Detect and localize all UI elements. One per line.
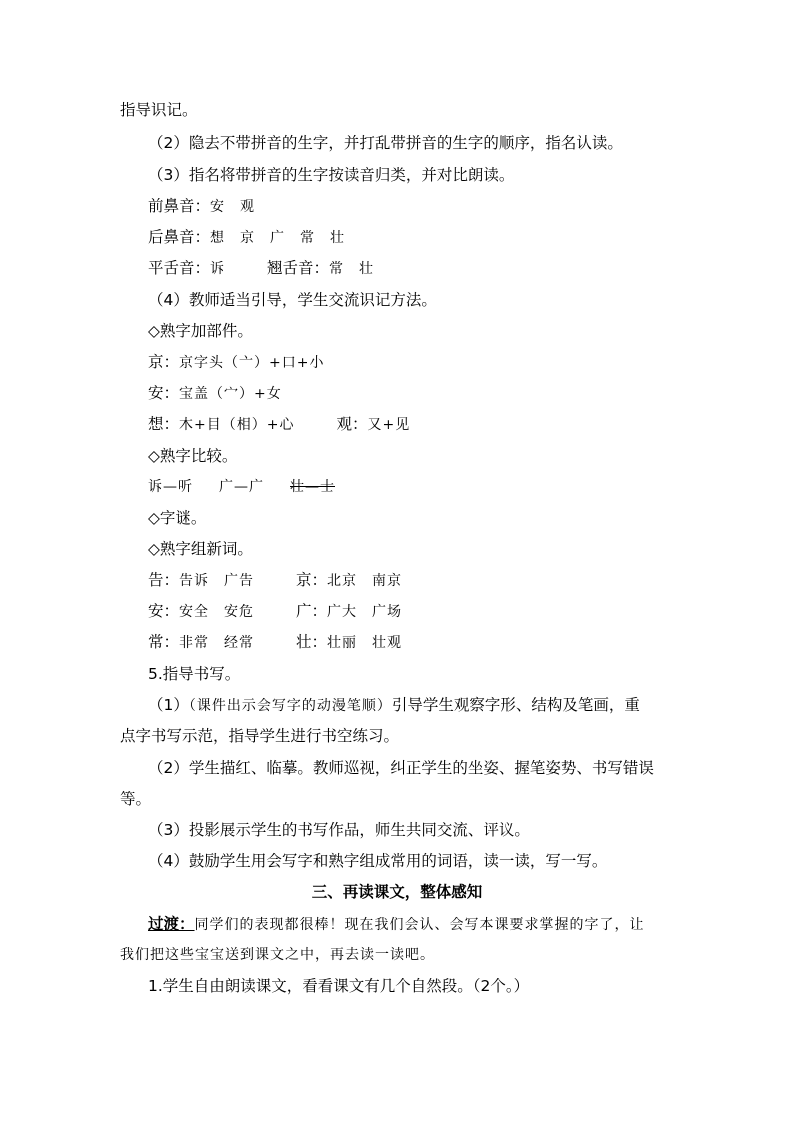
transition-text: 我们把这些宝宝送到课文之中，再去读一读吧。 xyxy=(120,947,435,963)
paragraph-line: 5.指导书写。 xyxy=(148,665,241,683)
retroflex-label: 翘舌音： xyxy=(267,259,330,277)
char-label: 想： xyxy=(148,415,180,433)
tongue-line xyxy=(148,258,374,279)
paragraph-line: 点字书写示范，指导学生进行书空练习。 xyxy=(120,727,400,745)
word-group: 广大 广场 xyxy=(327,604,403,620)
paragraph-line: ◇熟字比较。 xyxy=(148,447,238,465)
char-label: 广： xyxy=(296,602,328,620)
component-text: 京字头（亠）+口+小 xyxy=(179,355,325,371)
paragraph-line: 等。 xyxy=(120,790,152,808)
transition-line xyxy=(148,914,645,935)
line-text: 引导学生观察字形、结构及笔画，重 xyxy=(391,696,640,714)
component-text: 又+见 xyxy=(367,417,411,433)
paragraph-line: ◇熟字加部件。 xyxy=(148,322,253,340)
paragraph-line: ◇字谜。 xyxy=(148,509,207,527)
front-nasal-chars: 安 观 xyxy=(210,199,256,215)
char-label: 京： xyxy=(296,571,328,589)
component-line xyxy=(148,383,282,404)
component-line xyxy=(148,352,324,373)
paragraph-line: ◇熟字组新词。 xyxy=(148,540,253,558)
paragraph-line: （2）隐去不带拼音的生字，并打乱带拼音的生字的顺序，指名认读。 xyxy=(148,134,623,152)
courseware-note: （课件出示会写字的动漫笔顺） xyxy=(188,698,392,714)
back-nasal-line xyxy=(148,227,345,248)
flat-tongue-label: 平舌音： xyxy=(148,259,211,277)
compare-pair: 诉—听 xyxy=(148,479,193,495)
front-nasal-label: 前鼻音： xyxy=(148,197,211,215)
word-line xyxy=(148,632,402,653)
char-label: 安： xyxy=(148,602,180,620)
flat-tongue-chars: 诉 xyxy=(210,261,226,277)
char-label: 常： xyxy=(148,633,180,651)
paragraph-line xyxy=(148,695,640,716)
word-group: 壮丽 壮观 xyxy=(327,635,403,651)
paragraph-line: （4）教师适当引导，学生交流识记方法。 xyxy=(148,291,437,309)
item-number: （1） xyxy=(148,696,189,714)
component-text: 宝盖（宀）+女 xyxy=(179,386,282,402)
word-line xyxy=(148,601,402,622)
component-line xyxy=(148,414,410,435)
char-label: 京： xyxy=(148,353,180,371)
back-nasal-chars: 想 京 广 常 壮 xyxy=(210,230,346,246)
paragraph-line: （4）鼓励学生用会写字和熟字组成常用的词语，读一读，写一写。 xyxy=(148,852,608,870)
char-label: 安： xyxy=(148,384,180,402)
compare-pair: 广—广 xyxy=(219,479,264,495)
word-line xyxy=(148,570,402,591)
word-group: 告诉 广告 xyxy=(179,573,255,589)
paragraph-line: （3）指名将带拼音的生字按读音归类，并对比朗读。 xyxy=(148,166,515,184)
word-group: 北京 南京 xyxy=(327,573,403,589)
paragraph-line: （3）投影展示学生的书写作品，师生共同交流、评议。 xyxy=(148,821,530,839)
retroflex-chars: 常 壮 xyxy=(329,261,375,277)
front-nasal-line xyxy=(148,196,255,217)
transition-label: 过渡： xyxy=(148,915,195,933)
compare-pair: 壮—士 xyxy=(290,479,335,495)
char-label: 观： xyxy=(336,415,368,433)
paragraph-line: 1.学生自由朗读课文，看看课文有几个自然段。（2个。） xyxy=(148,977,530,995)
word-group: 非常 经常 xyxy=(179,635,255,651)
word-group: 安全 安危 xyxy=(179,604,255,620)
compare-line xyxy=(148,477,335,497)
paragraph-line: 指导识记。 xyxy=(120,101,198,119)
char-label: 告： xyxy=(148,571,180,589)
char-label: 壮： xyxy=(296,633,328,651)
section-heading: 三、再读课文，整体感知 xyxy=(311,883,483,901)
back-nasal-label: 后鼻音： xyxy=(148,228,211,246)
transition-text: 同学们的表现都很棒！现在我们会认、会写本课要求掌握的字了，让 xyxy=(194,917,645,933)
paragraph-line: （2）学生描红、临摹。教师巡视，纠正学生的坐姿、握笔姿势、书写错误 xyxy=(148,759,654,777)
component-text: 木+目（相）+心 xyxy=(179,417,295,433)
